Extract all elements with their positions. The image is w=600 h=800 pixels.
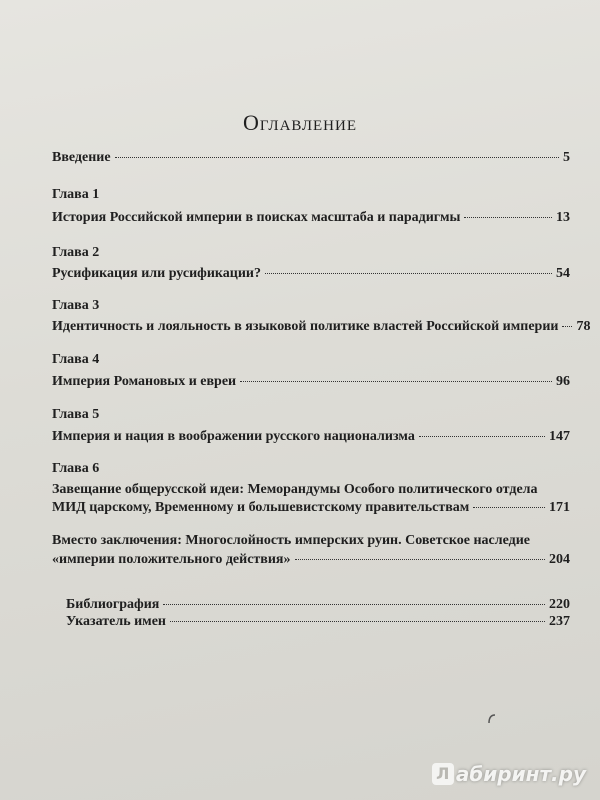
chapter-label: Глава 4 xyxy=(52,352,100,367)
toc-entry-chapter-5 xyxy=(52,429,570,445)
toc-entry-text: МИД царскому, Временному и большевистскому правительствам xyxy=(52,500,470,515)
page-title: Оглавление xyxy=(242,110,358,135)
page-number: 204 xyxy=(549,552,570,567)
toc-entry-intro xyxy=(52,150,570,166)
chapter-label: Глава 2 xyxy=(52,245,100,260)
toc-entry-chapter-2 xyxy=(52,266,570,282)
chapter-label: Глава 3 xyxy=(52,298,100,313)
toc-entry-chapter-6 xyxy=(52,500,570,516)
dot-leader xyxy=(170,621,545,622)
page-number: 171 xyxy=(549,500,570,515)
dot-leader xyxy=(562,326,572,327)
dot-leader xyxy=(473,507,545,508)
pen-mark xyxy=(485,712,499,726)
watermark-mark: Л xyxy=(432,763,454,785)
watermark-logo xyxy=(432,762,586,786)
dot-leader xyxy=(419,436,545,437)
dot-leader xyxy=(265,273,552,274)
chapter-label: Глава 5 xyxy=(52,407,100,422)
page-number: 96 xyxy=(556,374,570,389)
toc-entry-text: Империя и нация в воображении русского национализма xyxy=(52,429,415,444)
toc-entry-text: Русификация или русификации? xyxy=(52,266,261,281)
toc-entry-chapter-3 xyxy=(52,319,591,335)
toc-entry-text: «империи положительного действия» xyxy=(52,552,291,567)
page-number: 147 xyxy=(549,429,570,444)
page-number: 237 xyxy=(549,614,570,629)
page-number: 13 xyxy=(556,210,570,225)
toc-entry-chapter-1 xyxy=(52,210,570,226)
toc-entry-chapter-4 xyxy=(52,374,570,390)
toc-entry-text: Завещание общерусской идеи: Меморандумы Особого политического отдела xyxy=(52,482,538,497)
toc-entry-text: Империя Романовых и евреи xyxy=(52,374,237,389)
dot-leader xyxy=(115,157,559,158)
toc-entry-text: Указатель имен xyxy=(66,614,166,629)
page-number: 78 xyxy=(576,319,591,334)
toc-entry-text: Идентичность и лояльность в языковой политике властей Российской империи xyxy=(52,319,559,334)
toc-entry-text: История Российской империи в поисках масштаба и парадигмы xyxy=(52,210,461,225)
toc-entry-bibliography xyxy=(66,597,570,613)
chapter-label: Глава 1 xyxy=(52,187,100,202)
page-number: 5 xyxy=(563,150,570,165)
page-number: 220 xyxy=(549,597,570,612)
dot-leader xyxy=(240,381,552,382)
dot-leader xyxy=(464,217,552,218)
page-number: 54 xyxy=(556,266,570,281)
toc-entry-text: Введение xyxy=(52,150,111,165)
chapter-label: Глава 6 xyxy=(52,461,100,476)
toc-entry-conclusion xyxy=(52,552,570,568)
toc-entry-text: Библиография xyxy=(66,597,160,612)
dot-leader xyxy=(163,604,545,605)
dot-leader xyxy=(295,559,546,560)
toc-entry-name-index xyxy=(66,614,570,630)
watermark-text: абиринт.ру xyxy=(455,762,586,786)
toc-entry-text: Вместо заключения: Многослойность имперских руин. Советское наследие xyxy=(52,533,531,548)
